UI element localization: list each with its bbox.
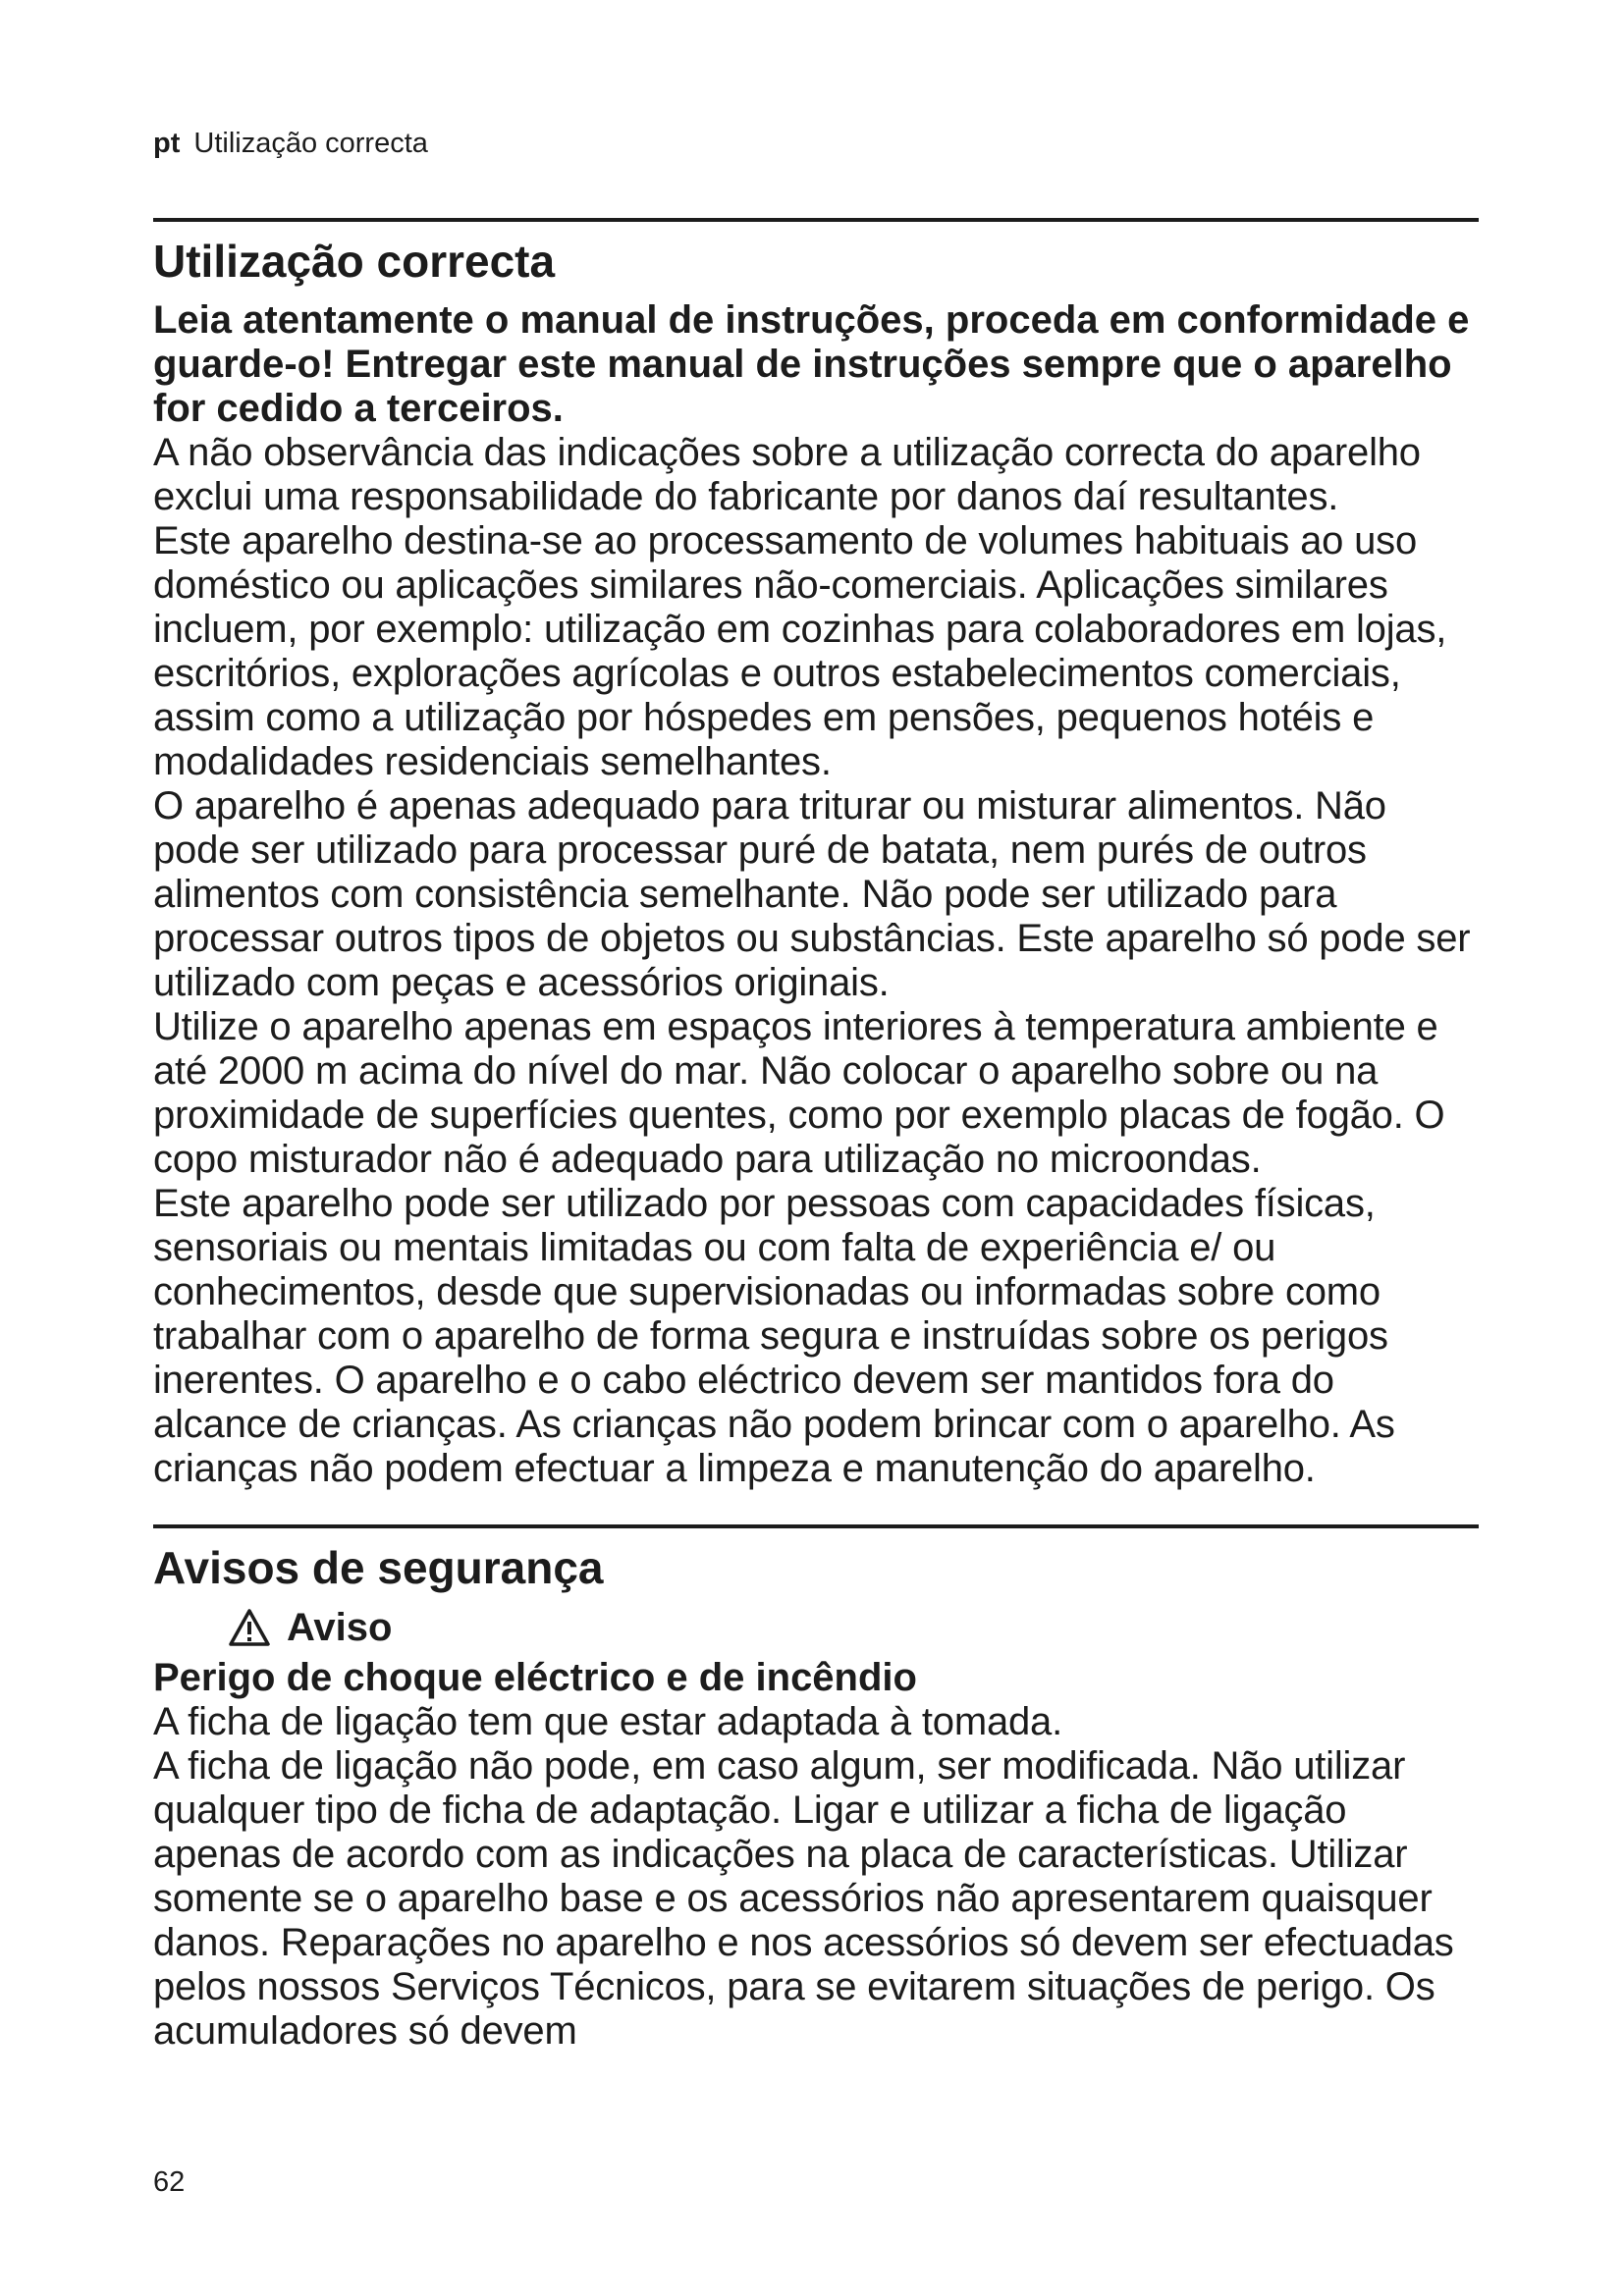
safety-section: [153, 1524, 1479, 2054]
header-section-title: Utilização correcta: [193, 128, 428, 159]
section-divider: [153, 218, 1479, 222]
paragraph: A ficha de ligação não pode, em caso algum, ser modificada. Não utilizar qualquer tipo de ficha de adaptação. Ligar e utilizar a ficha de ligação apenas de acordo com as indicações na placa de características. Utilizar somente se o aparelho base e os acessórios não apresentarem quaisquer danos. Reparações no aparelho e nos acessórios só devem ser efectuadas pelos nossos Serviços Técnicos, para se evitarem situações de perigo. Os acumuladores só devem: [153, 1744, 1454, 2053]
intro-instruction: Leia atentamente o manual de instruções, proceda em conformidade e guarde-o! Entregar este manual de instruções sempre que o aparelho for cedido a terceiros.: [153, 298, 1470, 430]
section-title-safety-warnings: Avisos de segurança: [153, 1542, 604, 1593]
paragraph: Utilize o aparelho apenas em espaços interiores à temperatura ambiente e até 2000 m acima do nível do mar. Não colocar o aparelho sobre ou na proximidade de superfícies quentes, como por exemplo placas de fogão. O copo misturador não é adequado para utilização no microondas.: [153, 1005, 1445, 1181]
warning-triangle-icon: [228, 1608, 271, 1647]
danger-title: Perigo de choque eléctrico e de incêndio: [153, 1656, 917, 1699]
page-number: 62: [153, 2166, 186, 2198]
section-divider: [153, 1524, 1479, 1528]
paragraph: A ficha de ligação tem que estar adaptada à tomada.: [153, 1700, 1062, 1743]
page: [153, 128, 1479, 2054]
warning-label: Aviso: [287, 1606, 393, 1649]
section-title-correct-use: Utilização correcta: [153, 236, 556, 287]
paragraph: O aparelho é apenas adequado para triturar ou misturar alimentos. Não pode ser utilizado para processar puré de batata, nem purés de outros alimentos com consistência semelhante. Não pode ser utilizado para processar outros tipos de objetos ou substâncias. Este aparelho só pode ser utilizado com peças e acessórios originais.: [153, 784, 1471, 1004]
paragraph: Este aparelho pode ser utilizado por pessoas com capacidades físicas, sensoriais ou mentais limitadas ou com falta de experiência e/ ou conhecimentos, desde que supervisionadas ou informadas sobre como trabalhar com o aparelho de forma segura e instruídas sobre os perigos inerentes. O aparelho e o cabo eléctrico devem ser mantidos fora do alcance de crianças. As crianças não podem brincar com o aparelho. As crianças não podem efectuar a limpeza e manutenção do aparelho.: [153, 1182, 1395, 1490]
paragraph: Este aparelho destina-se ao processamento de volumes habituais ao uso doméstico ou aplicações similares não-comerciais. Aplicações similares incluem, por exemplo: utilização em cozinhas para colaboradores em lojas, escritórios, explorações agrícolas e outros estabelecimentos comerciais, assim como a utilização por hóspedes em pensões, pequenos hotéis e modalidades residenciais semelhantes.: [153, 519, 1447, 783]
paragraph: A não observância das indicações sobre a utilização correcta do aparelho exclui uma responsabilidade do fabricante por danos daí resultantes.: [153, 431, 1421, 518]
language-code: pt: [153, 128, 181, 159]
warning-heading: [228, 1605, 1479, 1650]
running-header: [153, 128, 1479, 177]
